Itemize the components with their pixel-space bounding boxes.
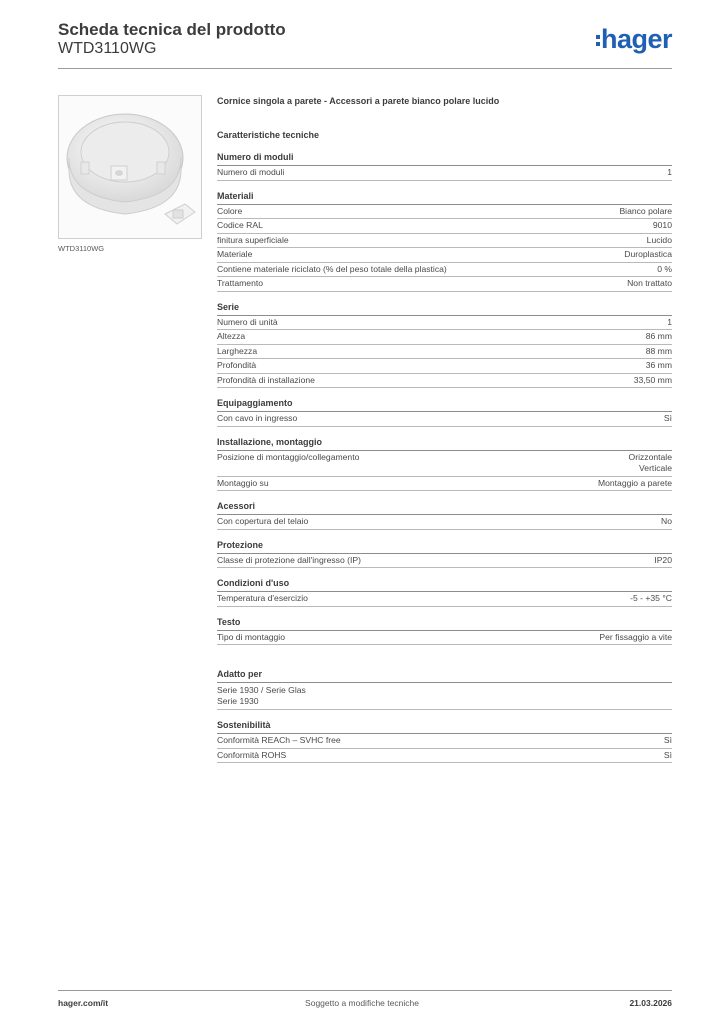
sustainability-section <box>217 720 672 763</box>
spacer <box>217 655 672 669</box>
spec-label: Classe di protezione dall'ingresso (IP) <box>217 554 361 565</box>
spec-label: Numero di moduli <box>217 167 285 177</box>
product-image <box>58 95 202 239</box>
spec-value: Orizzontale Verticale <box>628 451 672 473</box>
spec-label: Numero di unità <box>217 316 278 327</box>
spec-row <box>217 345 672 360</box>
suitable-for-item: Serie 1930 <box>217 695 259 706</box>
spec-row <box>217 234 672 249</box>
spec-value: Sì <box>663 749 672 760</box>
spec-value: 9010 <box>652 220 672 230</box>
spec-sections <box>217 152 672 645</box>
spec-label: Contiene materiale riciclato (% del peso totale della plastica) <box>217 263 447 274</box>
spec-section <box>217 617 672 646</box>
section-title: Protezione <box>217 540 672 554</box>
header-divider <box>58 68 672 69</box>
spec-section <box>217 398 672 427</box>
spec-value: 1 <box>667 167 672 177</box>
product-code: WTD3110WG <box>58 40 157 57</box>
logo-text: hager <box>600 24 672 54</box>
spec-value: 36 mm <box>645 360 672 370</box>
spec-row <box>217 631 672 646</box>
spec-label: Conformità REACh – SVHC free <box>217 735 341 745</box>
spec-label: Profondità <box>217 360 257 370</box>
spec-label: Con copertura del telaio <box>217 516 309 526</box>
image-caption: WTD3110WG <box>58 244 105 253</box>
spec-label: Temperatura d'esercizio <box>217 593 308 603</box>
spec-row <box>217 205 672 220</box>
spec-label: Posizione di montaggio/collegamento <box>217 451 360 462</box>
spec-row <box>217 166 672 181</box>
spec-row <box>217 359 672 374</box>
spec-label: Larghezza <box>217 345 258 356</box>
spec-row <box>217 374 672 389</box>
spec-label: Altezza <box>217 331 246 341</box>
spec-content <box>217 96 672 773</box>
spec-label: Tipo di montaggio <box>217 631 285 642</box>
spec-label: Trattamento <box>217 278 264 288</box>
section-title: Installazione, montaggio <box>217 437 672 451</box>
spec-row <box>217 515 672 530</box>
spec-value: 86 mm <box>645 331 672 341</box>
spec-row <box>217 316 672 331</box>
spec-label: Conformità ROHS <box>217 749 287 760</box>
spec-value: -5 - +35 °C <box>630 593 672 603</box>
spec-row <box>217 412 672 427</box>
suitable-for-section <box>217 669 672 710</box>
spec-value: Per fissaggio a vite <box>599 631 672 642</box>
spec-section <box>217 191 672 292</box>
spec-row <box>217 734 672 749</box>
footer-note: Soggetto a modifiche tecniche <box>305 998 419 1008</box>
product-description: Cornice singola a parete - Accessori a parete bianco polare lucido <box>217 96 500 106</box>
section-title: Numero di moduli <box>217 152 672 166</box>
spec-value: 88 mm <box>645 345 672 356</box>
spec-label: Colore <box>217 205 243 216</box>
spec-label: Profondità di installazione <box>217 374 315 385</box>
spec-section <box>217 302 672 389</box>
spec-label: Materiale <box>217 249 253 259</box>
footer-website-link[interactable]: hager.com/it <box>58 998 109 1008</box>
spec-row <box>217 451 672 477</box>
suitable-for-list <box>217 683 672 710</box>
section-title: Acessori <box>217 501 672 515</box>
spec-value: No <box>661 516 672 526</box>
wall-frame-icon <box>59 96 201 238</box>
section-title: Serie <box>217 302 672 316</box>
footer-date: 21.03.2026 <box>629 998 672 1008</box>
characteristics-heading: Caratteristiche tecniche <box>217 130 320 140</box>
spec-value: Sì <box>663 735 672 745</box>
spec-row <box>217 592 672 607</box>
section-title: Testo <box>217 617 672 631</box>
spec-value: Sì <box>663 413 672 423</box>
section-title: Adatto per <box>217 669 672 683</box>
spec-section <box>217 501 672 530</box>
spec-row <box>217 263 672 278</box>
spec-value: 33,50 mm <box>633 374 672 385</box>
spec-row <box>217 477 672 492</box>
spec-row <box>217 749 672 764</box>
spec-value: 0 % <box>657 263 672 274</box>
spec-value: IP20 <box>654 554 672 565</box>
section-title: Sostenibilità <box>217 720 672 734</box>
spec-row <box>217 219 672 234</box>
spec-value: Non trattato <box>627 278 672 288</box>
spec-row <box>217 248 672 263</box>
suitable-for-item: Serie 1930 / Serie Glas <box>217 685 306 695</box>
spec-row <box>217 330 672 345</box>
section-title: Materiali <box>217 191 672 205</box>
spec-value: Bianco polare <box>619 205 672 216</box>
spec-label: Montaggio su <box>217 477 269 488</box>
spec-value: Montaggio a parete <box>597 477 672 488</box>
spec-row <box>217 554 672 569</box>
spec-section <box>217 540 672 569</box>
section-title: Condizioni d'uso <box>217 578 672 592</box>
logo-dots-icon <box>596 32 600 49</box>
spec-value: Duroplastica <box>624 249 672 259</box>
spec-label: finitura superficiale <box>217 234 289 245</box>
spec-section <box>217 437 672 492</box>
spec-section <box>217 152 672 181</box>
footer-divider <box>58 990 672 991</box>
spec-section <box>217 578 672 607</box>
hager-logo[interactable] <box>596 26 672 53</box>
section-title: Equipaggiamento <box>217 398 672 412</box>
spec-label: Con cavo in ingresso <box>217 413 298 423</box>
page-title: Scheda tecnica del prodotto <box>58 20 286 39</box>
spec-label: Codice RAL <box>217 220 263 230</box>
spec-value: 1 <box>667 316 672 327</box>
spec-value: Lucido <box>646 234 672 245</box>
spec-row <box>217 277 672 292</box>
